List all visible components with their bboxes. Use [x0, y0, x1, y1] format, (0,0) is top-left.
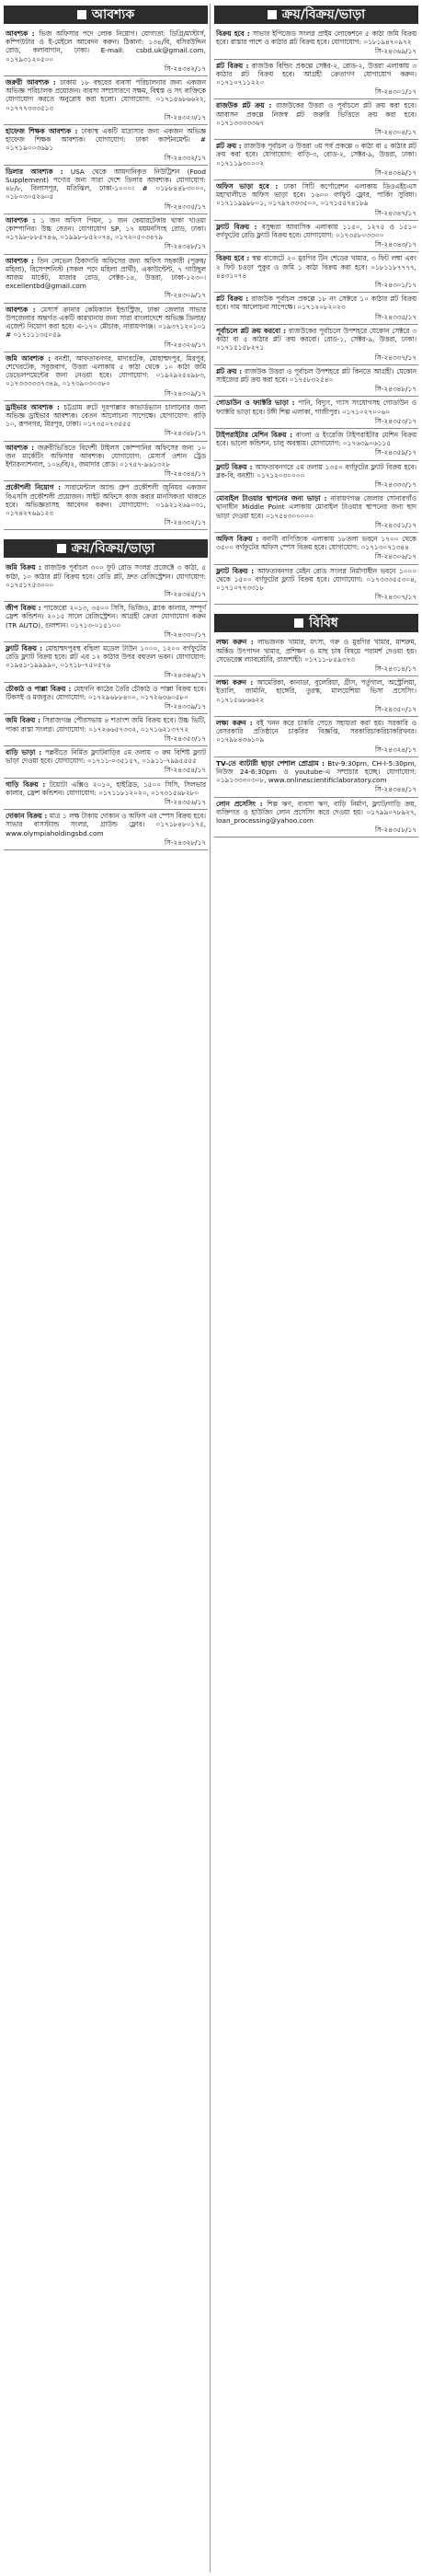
ad-body: সারামেন্টাল অ্যান্ড গ্রুপ প্রকৌশলী জুনিয়র একজন বিএসসি প্রকৌশলী প্রয়োজন। সাইট অফিসে কাজ করার মানসিকতা থাকতে হবে। অভিজ্ঞতাসহ আবেদন করুন। যোগাযোগ: ০১৯২১২৬৯০৩১, ০১৭৪২৭৬৯১২৩ — [6, 483, 206, 517]
classified-ad — [4, 602, 208, 642]
ad-code: সি-২৪৩৬৯/১৭ — [374, 47, 416, 56]
ad-body: আফতাবনগর মেইন রোড সংলগ্ন নির্মাণাধীন ভবনে ১০০০ থেকে ১৫০০ বর্গফুটের ফ্ল্যাট বিক্রয় হবে। যোগাযোগ: ০১৭৩৩৩৫৫৩০৪, ০১৭১০৭৭৩৩১৮ — [216, 566, 417, 592]
classified-ad — [4, 214, 208, 255]
classified-ad — [4, 442, 208, 482]
ad-body: মেসার্স ক্রানার কেমিক্যাল ইন্ডাস্ট্রিজ, ঢাকা জেলার সাভার উপজেলার অন্তর্গত একটি কারখানার জন্য সারা বাংলাদেশে অভিজ্ঞ ডিলার/এজেন্ট নিয়োগ করা হবে। এ-১৭০ মৌচাক, নারায়ণগঞ্জ। ০১৯৩৭১২০১০১ # ০১৭১১১৩৫০৫৯ — [6, 305, 206, 340]
classified-ad — [214, 461, 418, 493]
ad-body: টয়োটা এক্সিও ২০১০, হাইব্রিড, ১৫০০ সিসি, সিলভার কালার, ফ্রেশ কন্ডিশন। যোগাযোগ: ০১৭১১৮১২০২০, ০১৭৩১৫৬৮২৮০ — [6, 780, 206, 797]
classified-ad — [4, 166, 208, 214]
ad-lead: লক্ষ্য করুন : — [216, 719, 253, 727]
ad-lead: অফিস ভাড়া হবে : — [216, 182, 279, 191]
classified-ad — [4, 125, 208, 166]
ad-body: রাজউকের উত্তরা ও পূর্বাচলে প্লট ক্রয় করা হবে। আবাসন প্রকল্পে নিজস্ব প্লট জরুরি ভিত্তিতে ক্রয় করা হবে। ০১৭১৩৩৩৩৩৬৭ — [216, 101, 416, 127]
ad-body: ঢাকা সিটি কর্পোরেশন এলাকায় ডিওএইচএস মহাখালীতে অফিস ভাড়া হবে। ১৬০০ বর্গফুট ফ্লোর, পার্কিং সুবিধা। ০১৭১১৯৯৮৮০১, ০১৭৯৭৩৩৩৫০০, ০১৭১৫৫৭৪১৮৯ — [216, 182, 416, 208]
ad-lead: ফ্ল্যাট বিক্রয় : — [216, 462, 253, 471]
ad-body: আফতাবনগরে ৫ম তলায় ১৩৫০ বর্গফুটের ফ্ল্যাট বিক্রয় হবে। ব্লক-বি, বনশ্রী। ০১৭১২০৩০০০০ — [216, 462, 417, 479]
ad-lead: লক্ষ্য করুন : — [216, 638, 254, 647]
ad-body: চট্টগ্রাম রুটে দূরপাল্লার কাভার্ডভ্যান চালানোর জন্য অভিজ্ঞ ড্রাইভার আবশ্যক। বেতন আলোচনা সাপেক্ষে। যোগাযোগ: বাড়ি ১০, রূপনগর, মিরপুর, ঢাকা। ০১৭৩৫০৭৩৫৫৫ — [6, 402, 206, 429]
ad-lead: জরুরী আবশ্যক : — [6, 78, 56, 87]
ad-lead: আবশ্যক : — [6, 443, 35, 452]
ad-lead: জমি বিক্রয় : — [6, 563, 41, 572]
classified-ad — [4, 810, 208, 850]
ad-body: মোহাম্মদপুরস্থ বছিলা মডেল টাউন ১০০০, ১২০০ বর্গফুটের রেডি ফ্ল্যাট বিক্রয় হবে। প্লট এর ১২ কাঠার উপর বহুতল ভবন। যোগাযোগ: ০১৯৪১-১৯৯৯৯০, ০১৭১৮-৭৫০৫৭৬ — [6, 643, 206, 670]
ad-body: পাজেরো ২০১৩, ৩৫০০ সিসি, ভিজিও, ব্ল্যাক কালার, সম্পূর্ণ ফ্রেশ কন্ডিশন। ২০১৫ সালে রেজিস্ট্রেশন। আগ্রহী ক্রেতা যোগাযোগ করুন (TR AUTO), গুলশান। ০১৭১৩-০১৫১০০ — [6, 604, 206, 630]
ad-body: ১ জন অফিস পিয়ন, ১ জন কেয়ারটেকার থাকা খাওয়া কোম্পানির। উচ্চ বেতন। যোগাযোগ SP, ১৭ ময়মনসিংহ রোড, ঢাকা। ০১৭৯৮-৮৮৫৭৪৬, ০১৯৯৮-৮৫২০৭৪, ০১৭২০৫০৩৪৭৯ — [6, 215, 206, 242]
ad-lead: আবশ্যক : — [6, 29, 35, 38]
ad-code: সি-২৪৩৪৭/১৭ — [374, 208, 416, 217]
ad-body: সিরাজগঞ্জ পৌরসভায় ৪ শতাংশ জমি বিক্রয় হবে। উচ্চ ভিটি, পাকা রাস্তা সংলগ্ন। যোগাযোগ: ০১৭২৬৬৫৭৩৩২, ০১৭১৬২১৩৭৭২ — [6, 716, 207, 734]
ad-lead: চৌকাঠ ও পাল্লা বিক্রয় : — [6, 684, 72, 693]
ad-lead: আবশ্যক : — [6, 305, 36, 314]
ad-body: পল্লবীতে নির্মিত ফ্ল্যাটবাড়ির ৫ম তলায় ৩ রুম বিশিষ্ট ফ্ল্যাট ভাড়া দেওয়া হবে। যোগাযোগ: ০১৭১১-০৩৫১৫৭, ০১৯১১-৭৯৯৫৫৫৫ — [6, 748, 206, 766]
ad-body: Btv-9:30pm, CH-I-5:30pm, নিউজ 24-6:30pm ও youtube-এ সম্প্রচার হচ্ছে। যোগাযোগ: ০১৯১৩৩৩০৩০৮, www.onlinescientificlaboratory.com — [216, 758, 416, 785]
ad-lead: গাড়ি বিক্রয় : — [6, 780, 46, 789]
ad-lead: ফ্ল্যাট বিক্রয় : — [6, 643, 43, 653]
ad-lead: TV-তে ব্যাটারী ছাড়া পেশাল প্রোগ্রাম : — [216, 758, 325, 768]
ad-code: সি-২৪৩৪৫/১৭ — [164, 589, 206, 598]
classified-ad — [214, 140, 418, 180]
ad-body: ঢাকায় ১৮ বছরের ব্যবসা পরিচালনার জন্য একজন অভিজ্ঞ পরিচালক প্রয়োজন। ব্যবসা সম্প্রসারণে সক্ষম, বিশ্বস্ত ও সৎ ব্যক্তিকে যোগাযোগ করতে অনুরোধ করা হলো। যোগাযোগ: ০১৭১৫৬৮৬৬২২, ০১৭৭৭৩৩৩৫১৩ — [6, 78, 206, 112]
classified-ad — [214, 717, 418, 757]
ad-body: বনশ্রী, আফতাবনগর, মাদারটেক, মোহাম্মদপুর, মিরপুর, শেখেরটেক, সবুজবাগ, উত্তরা এলাকায় ৫ কাঠা থেকে ১০ কাঠা জমি ডেভেলপমেন্টের জন্য নেওয়া হবে। যোগাযোগ: ০১৯২৯২৫৪৯৮৩, ০১৭৩৩৩৩৩৭৩৪৯, ০১৭৩৯০৩০৩৮০ — [6, 353, 206, 388]
classified-ad — [4, 561, 208, 602]
ad-code: সি-২৪৩৫৪/১৭ — [164, 766, 206, 775]
classified-ad — [4, 352, 208, 401]
ad-body: রাজউক পূর্বাচল প্রকল্পে ১৮ নং সেক্টরে ১০ কাঠার প্লট বিক্রয় হবে। দাম আলোচনা সাপেক্ষে। ০১৭১২০৮২০২৩ — [216, 295, 416, 312]
ad-body: নারায়ণগঞ্জ জেলার সোনারগাঁও থানাধীন Middle Point এলাকায় মোবাইল টাওয়ার স্থাপনের জন্য ছাদ ভাড়া দেওয়া হবে। ০১৭৫৪৩০০০০০ — [216, 494, 416, 520]
ad-lead: ডিলার আবশ্যক : — [6, 167, 63, 176]
left-column — [4, 6, 208, 850]
ad-code: সি-২৪৩৩৩/১৭ — [374, 479, 416, 489]
ad-code: সি-২৪৩২৬/১৭ — [164, 340, 206, 349]
classified-ad — [214, 325, 418, 365]
ad-code: সি-২৪৩৫৮/১৭ — [374, 826, 416, 835]
ad-body: মাত্র ১ লক্ষ টাকায় দোকান ও অফিস এর স্পেস বিক্রয় হবে। সাভার বাসস্ট্যান্ড সংলগ্ন, গ্রাউন্ড ফ্লোর। ০১৭১৮৪৮০১৭৫, www.olympiaholdingsbd.com — [6, 812, 206, 837]
classified-ad — [214, 60, 418, 100]
classified-ad — [4, 28, 208, 76]
ad-lead: পূর্বাচলে প্লট ক্রয় করবো : — [216, 326, 287, 335]
ad-code: সি-২৪৩২৩/১৭ — [164, 112, 206, 121]
classified-ad — [4, 401, 208, 442]
ad-code: সি-২৪৩৫০/১৭ — [374, 704, 416, 713]
ad-body: ঢাকাস্থ একটি মাদ্রাসার জন্য একজন অভিজ্ঞ হাফেজ শিক্ষক আবশ্যক। যোগাযোগ: ঢাকা ক্যান্টনমেন্ট। # ০১৭১৯০০৩৬৯১ — [6, 127, 206, 153]
ad-body: জরুরীভিত্তিতে বিদেশী টাইলস কোম্পানির অফিসের জন্য ১০ জন মার্কেটিং অফিসার আবশ্যক। যোগাযোগ: মেসার্স ওশান ট্রেড ইন্টারন্যাশনাল, ১০৪/বি/২, জমাদার রোড। ০১৭৫৭-৯৬১৩২৮ — [6, 443, 206, 468]
section-heading — [214, 614, 418, 632]
section-heading — [4, 6, 208, 24]
classified-ad — [4, 304, 208, 352]
ad-lead: জমি আবশ্যক : — [6, 353, 51, 363]
ad-code: সি-২৪৩৩৫/১৭ — [374, 312, 416, 321]
ad-code: সি-২৪৩৫৯/১৭ — [374, 448, 416, 457]
classified-ad — [4, 683, 208, 715]
classified-ad — [214, 429, 418, 461]
ad-code: সি-২৪৩০১/১৭ — [374, 281, 416, 290]
classified-ad — [214, 365, 418, 398]
ad-body: রাজউকের পূর্বাচলে উপশহরে যেকোন সেক্টরে ৩ কাঠা বা ৫ কাঠার প্লট ক্রয় করবো। রোড-১, সেক্টর-৯, উত্তরা, ঢাকা। ০১৭১৫১৫৮২৭১ — [216, 326, 416, 352]
section-title: বিবিধ — [309, 616, 338, 631]
ad-code: সি-২৪৩৪৯/১৭ — [374, 167, 416, 177]
classified-ad — [4, 255, 208, 304]
ad-code: সি-২৪৩৪২/১৭ — [164, 64, 206, 73]
ad-code: সি-২৪৩৪৬/১৭ — [164, 670, 206, 679]
classified-ad — [4, 76, 208, 125]
classified-ad — [4, 779, 208, 811]
ad-lead: প্লট বিক্রয় : — [216, 295, 249, 304]
classified-ad — [214, 180, 418, 221]
ad-lead: প্লট ক্রয় : — [216, 366, 243, 375]
ad-body: শিল্প ঋণ, ব্যবসা ঋণ, বাড়ি নির্মাণ, ফ্ল্যাট/গাড়ি ক্রয়, ব্যক্তিগত ও হাউজিং লোন প্রসেসিং করে দেওয়া হয়। ০১৭৯৯০৭৮৯২৭, loan_processing@yahoo.com — [216, 799, 416, 826]
ad-lead: হাফেজ শিক্ষক আবশ্যক : — [6, 127, 78, 136]
ad-code: সি-২৪৩৩৯/১৭ — [164, 702, 206, 711]
ad-code: সি-২৪৩৫৩/১৭ — [374, 416, 416, 425]
ad-body: রাজউক পূর্বাচল ও উত্তরা ৩য় পর্ব প্রকল্পে ৩ কাঠা বা ৫ কাঠার প্লট ক্রয় করা হবে। যোগাযোগ: বাড়ি-৩, রোড-২, সেক্টর-৯, উত্তরা, ঢাকা। ০১৭১১৯৩০০০২ — [216, 142, 417, 167]
ad-lead: প্রকৌশলী নিয়োগ : — [6, 483, 62, 492]
ad-code: সি-২৪৩৫৬/১৭ — [164, 798, 206, 807]
classified-ad — [214, 28, 418, 60]
classified-ad — [214, 492, 418, 533]
ad-body: স্বল্প বাজেটে ২০ মুরগির টিন শেডের খামার, ৩ ফিট লম্বা এবং ২ ফিট চওড়া পুকুর ও জমি ১ কাঠা বিক্রয় করা হবে। ০১৮১১৮৭৭৭৭, ৪৪৩১০৭৪ — [216, 254, 416, 280]
classified-ad — [4, 714, 208, 746]
ad-lead: ফ্ল্যাট বিক্রয় : — [216, 566, 255, 575]
ad-code: সি-২৪৩৩২/১৭ — [164, 518, 206, 527]
ad-lead: আবশ্যক : — [6, 215, 36, 225]
ad-code: সি-২৪৩৪৮/১৭ — [374, 385, 416, 394]
ad-lead: টাইপরাইটার মেশিন বিক্রয় : — [216, 430, 293, 439]
ad-lead: ড্রাইভার আবশ্যক : — [6, 402, 60, 411]
right-column — [214, 6, 418, 837]
classified-ad — [214, 565, 418, 606]
ad-lead: প্লট বিক্রয় : — [216, 61, 249, 70]
ad-code: সি-২৪৩৩২/১৭ — [164, 153, 206, 162]
ad-code: সি-২৪৩৩৭/১৭ — [374, 352, 416, 362]
ad-code: সি-২৪৩২৪/১৭ — [374, 745, 416, 754]
ad-code: সি-২৪৩০৬/১৭ — [374, 552, 416, 561]
ad-lead: লক্ষ্য করুন : — [216, 678, 254, 687]
ad-code: সি-২৪৩৪৪/১৭ — [164, 469, 206, 479]
ad-code: সি-২৪৩৪৮/১৭ — [164, 242, 206, 251]
classified-ad — [4, 746, 208, 779]
ad-code: সি-২৪৩০৪/১৭ — [374, 128, 416, 137]
ad-lead: অফিস বিক্রয় : — [216, 534, 259, 543]
classified-ad — [214, 99, 418, 140]
ad-code: সি-২৪৩০৯/১৭ — [164, 291, 206, 300]
ad-body: বই খনন করে চাকরি পেতে সহায়তা করা হয়। সরকারি ও বেসরকারি প্রতিষ্ঠানে চাকরির বিজ্ঞপ্তি, সরকারিচাকরিচাকরিখবর। ০১৭৯৮৪৩৬১০৯ — [216, 719, 417, 745]
ad-code: সি-২৪৩০১/১৭ — [374, 87, 416, 97]
ad-lead: দোকান বিক্রয় : — [6, 812, 48, 821]
section-title: ক্রয়/বিক্রয়/ভাড়া — [71, 541, 155, 557]
ad-lead: জীপ বিক্রয় : — [6, 604, 41, 613]
ad-body: সাভার ইপিজেড সংলগ্ন প্রাইম লোকেশনে ৫ কাঠা জমি বিক্রয় হবে। রাস্তার পাশে ও কাঠার প্লট বিক্রয় হবে। যোগাযোগ: ০১৮১৯৪৭০৯৭২ — [216, 29, 417, 47]
ad-lead: লোন প্রসেসিং : — [216, 799, 263, 808]
ad-lead: ফ্ল্যাট বিক্রয় : — [216, 222, 257, 231]
ad-code: সি-২৪৩৫১/১৭ — [374, 520, 416, 529]
section-title: ক্রয়/বিক্রয়/ভাড়া — [281, 7, 366, 22]
classified-ad — [214, 533, 418, 565]
section-heading — [214, 6, 418, 24]
ad-body: মেহগনি কাঠের তৈরি চৌকাঠ ও পাল্লা বিক্রয় হবে। টিকসই ও মজবুত। যোগাযোগ: ০১৭২৯৬৮৮৪০০, ০১৭২৬৩৬০৫৮০ — [6, 684, 206, 701]
classified-ad — [214, 757, 418, 798]
ad-body: বসুন্ধরা আবাসিক এলাকায় ১১৫০, ১২৭৫ ও ১৫১০ বর্গফুটের রেডি ফ্ল্যাট বিক্রয় হবে। যোগাযোগ: ০১৭৩৫৮০৩৩০০ — [216, 222, 416, 240]
ad-code: সি-২৪৩৪৩/১৭ — [374, 240, 416, 249]
classified-ad — [4, 642, 208, 683]
section-title: আবশ্যক — [91, 7, 135, 22]
ad-lead: প্লট ক্রয় : — [216, 142, 242, 151]
classified-ad — [214, 293, 418, 325]
classified-ad — [214, 636, 418, 676]
ad-lead: গোডাউন ও ফ্যাক্টরি ভাড়া : — [216, 399, 295, 408]
ad-body: রাজউক উত্তরা ও পূর্বাচল উপশহরে প্লট কিনতে আগ্রহী। যেকোন সাইজের প্লট ক্রয় করা হবে। ০১৭৫৮৩২৫৪০ — [216, 366, 416, 384]
ad-code: সি-২৪৩৫৩/১৭ — [164, 734, 206, 743]
ad-lead: জমি বিক্রয় : — [6, 716, 41, 725]
ad-code: সি-২৪৩৩০/১৭ — [164, 630, 206, 639]
ad-code: সি-২৪৩২৮/১৭ — [164, 837, 206, 847]
square-bullet-icon — [294, 618, 303, 628]
ad-lead: মোবাইল টাওয়ার স্থাপনের জন্য ভাড়া : — [216, 494, 327, 503]
ad-body: তিন লেভেল ঠিকাদারি অফিসের জন্য অফিস সহকারী (পুরুষ/মহিলা), রিসেপশনিস্ট (সকল পদে মহিলা প্রার্থী), একাউন্টেন্ট, ৭ গাউছুল আজম মার্কেট, মাজার রোড, সেক্টর-১৪, উত্তরা, ঢাকা-১২৩০। excellentbd@gmail.com — [6, 256, 206, 291]
ad-body: পানি, বিদ্যুৎ, গ্যাস সংযোগসহ গোডাউন ও ফ্যাক্টরি ভাড়া হবে। টঙ্গী শিল্প এলাকা, গাজীপুর। ০১৭১০২৭০০৬০ — [216, 399, 416, 416]
classified-ad — [214, 221, 418, 253]
ad-lead: বিক্রয় হবে : — [216, 29, 250, 38]
ad-body: রাজউক পূর্বাচল ৩০০ ফুট রোড সংলগ্ন প্রজেক্টে ৩ কাঠা, ৫ কাঠা, ১০ কাঠার প্লট বিক্রয় হবে। রেডি প্লট, দ্রুত রেজিস্ট্রেশন। যোগাযোগ: ০১৭৫১৭৫৩০০০ — [6, 563, 206, 589]
ad-body: আমেরিকা, কানাডা, বুলেরিয়া, গ্রীস, পর্তুগাল, অস্ট্রেলিয়া, ইতালি, জার্মানি, হাঙ্গেরি, তুরস্ক, মালয়েশিয়া ভিসা প্রসেসিং। ০১৭১৫৬৮৬৬২২ — [216, 678, 416, 704]
classified-ad — [214, 676, 418, 717]
ad-lead: আবশ্যক : — [6, 256, 34, 265]
ad-lead: বিক্রয় হবে : — [216, 254, 250, 263]
ad-code: সি-২৪৩৪৪/১৭ — [374, 785, 416, 794]
ad-body: বনানী বাণিজ্যিক এলাকায় ১৮তলা ভবনে ১৭০০ থেকে ৩৫০০ বর্গফুটের অফিস স্পেস বিক্রয় হবে। যোগাযোগ: ০১৭১৩০৭১৩৪৪ — [216, 534, 416, 552]
ad-body: বাংলা ও ইংরেজি টাইপরাইটার মেশিন বিক্রয় হবে। ভালো কন্ডিশন, চালু অবস্থায়। যোগাযোগ: ০১৭৬৩৯০৬১১৫ — [216, 430, 416, 448]
ad-body: লাভজনক খামার, মৎস্য, গরু ও মুরগির খামার, মাশরুম, অর্কিড উৎপাদন খামার, প্রশিক্ষণ ও মাছ চাষ বিষয়ে পরামর্শ দেওয়া হয়। সেভেরেক্স ল্যাবরেটরি, রাজশাহী। ০১৭১১-৮৫৯৩৭৩ — [216, 638, 416, 664]
section-heading — [4, 539, 208, 558]
ad-code: সি-২৪৩৩৫/১৭ — [164, 202, 206, 211]
square-bullet-icon — [77, 10, 86, 19]
ad-lead: রাজউক প্লট ক্রয় : — [216, 101, 272, 110]
square-bullet-icon — [57, 544, 66, 553]
classified-ad — [214, 798, 418, 838]
classified-ad — [214, 397, 418, 429]
ad-body: রাজউক বিল্ডিং প্রকল্পে সেক্টর-২, রোড-২, উত্তরা এলাকায় ৩ কাঠার প্লট বিক্রয় হবে। আগ্রহী ক্রেতাগণ যোগাযোগ করুন। ০১৭১০৭১১২২০ — [216, 61, 416, 87]
ad-code: সি-২৪৩০৭/১৭ — [374, 593, 416, 602]
ad-code: সি-২৪৩১৪/১৭ — [374, 664, 416, 673]
column-divider — [210, 4, 211, 2572]
classified-ad — [4, 481, 208, 530]
ad-body: USA থেকে আমদানিকৃত নিউট্রিশন (Food Supplement) পণ্যের জন্য সারা দেশে ডিলার আবশ্যক। যোগাযোগ: ৪৮/৮, বিলাসপুর, মতিঝিল, ঢাকা-১০০০। # ০১৮৮৪৪৮৩০০০, ০১৮০৩০৫২৬০৫ — [6, 167, 206, 202]
ad-lead: বাড়ি ভাড়া : — [6, 748, 42, 757]
classified-ad — [214, 252, 418, 293]
square-bullet-icon — [268, 10, 277, 19]
ad-body: ভিজ অফিসার পদে লোক নিয়োগ। যোগ্যতা: ডিগ্রি/মাস্টার্স, কম্পিউটার ও ই-মেইলে আবেদন করুন। ঠিকানা: ১৩৪/বি, বসিরউদ্দিন রোড, কলাবাগান, ঢাকা। E-mail: csbd.uk@gmail.com, ০১৭৯৩১২০৫০০ — [6, 29, 206, 64]
ad-code: সি-২৪৩৪৮/১৭ — [164, 429, 206, 438]
ad-code: সি-২৪৩০৯/১৭ — [164, 388, 206, 398]
